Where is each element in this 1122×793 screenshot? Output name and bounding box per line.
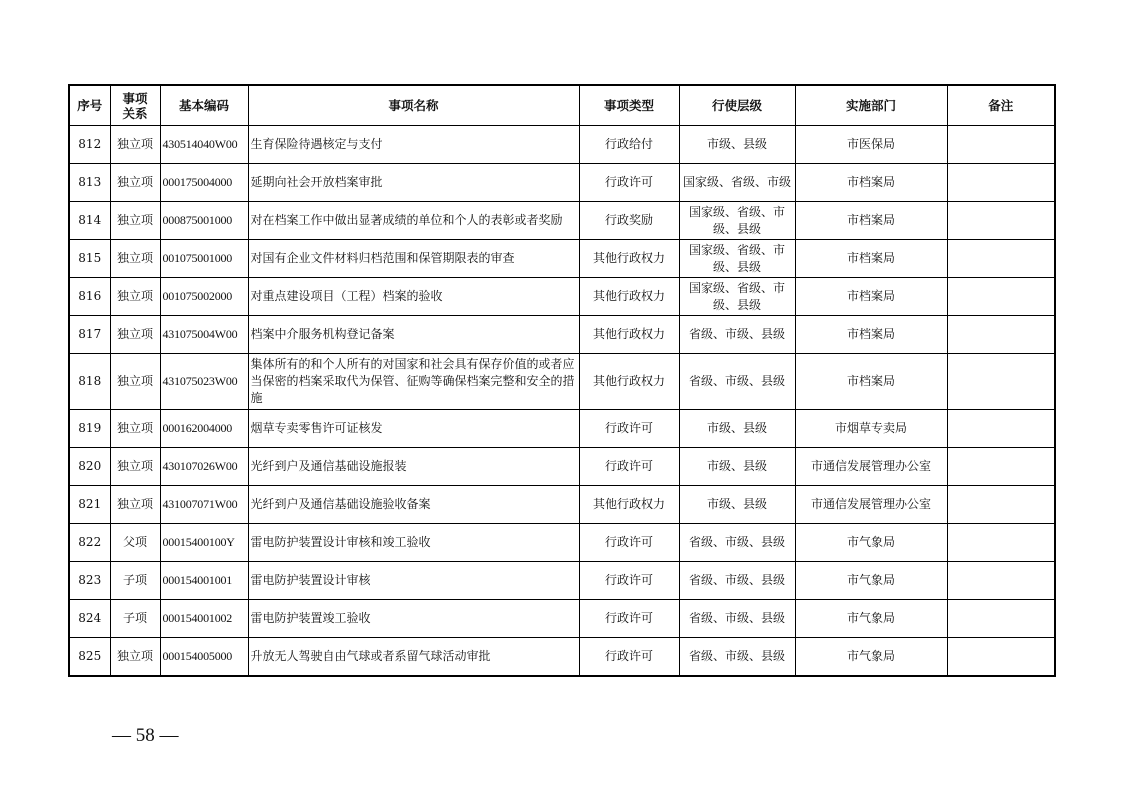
page-number: — 58 — — [112, 725, 179, 746]
cell-relation: 独立项 — [110, 410, 160, 448]
table-row — [69, 486, 1055, 524]
cell-name: 对在档案工作中做出显著成绩的单位和个人的表彰或者奖励 — [248, 202, 579, 240]
cell-remark — [947, 240, 1055, 278]
cell-code: 430107026W00 — [160, 448, 248, 486]
cell-seq: 817 — [69, 316, 110, 354]
cell-type: 其他行政权力 — [579, 278, 679, 316]
header-seq: 序号 — [69, 85, 110, 126]
cell-seq: 819 — [69, 410, 110, 448]
cell-type: 行政许可 — [579, 562, 679, 600]
cell-seq: 825 — [69, 638, 110, 677]
cell-type: 行政奖励 — [579, 202, 679, 240]
cell-seq: 822 — [69, 524, 110, 562]
cell-seq: 824 — [69, 600, 110, 638]
cell-relation: 父项 — [110, 524, 160, 562]
cell-code: 430514040W00 — [160, 126, 248, 164]
table-row — [69, 278, 1055, 316]
cell-type: 其他行政权力 — [579, 354, 679, 410]
cell-type: 其他行政权力 — [579, 486, 679, 524]
cell-relation: 独立项 — [110, 316, 160, 354]
header-relation-label: 事项关系 — [122, 90, 148, 121]
cell-remark — [947, 126, 1055, 164]
cell-relation: 独立项 — [110, 448, 160, 486]
cell-level: 省级、市级、县级 — [679, 638, 795, 677]
cell-remark — [947, 410, 1055, 448]
cell-level: 省级、市级、县级 — [679, 316, 795, 354]
table-header-row — [69, 85, 1055, 126]
cell-type: 行政许可 — [579, 638, 679, 677]
table-row — [69, 240, 1055, 278]
cell-dept: 市档案局 — [795, 164, 947, 202]
header-dept: 实施部门 — [795, 85, 947, 126]
cell-remark — [947, 164, 1055, 202]
table-row — [69, 562, 1055, 600]
cell-seq: 813 — [69, 164, 110, 202]
cell-seq: 815 — [69, 240, 110, 278]
cell-relation: 独立项 — [110, 638, 160, 677]
cell-seq: 812 — [69, 126, 110, 164]
table-row — [69, 316, 1055, 354]
cell-code: 000154001002 — [160, 600, 248, 638]
cell-dept: 市通信发展管理办公室 — [795, 448, 947, 486]
cell-name: 集体所有的和个人所有的对国家和社会具有保存价值的或者应当保密的档案采取代为保管、征购等确保档案完整和安全的措施 — [248, 354, 579, 410]
cell-code: 000875001000 — [160, 202, 248, 240]
cell-remark — [947, 278, 1055, 316]
cell-relation: 独立项 — [110, 164, 160, 202]
cell-relation: 独立项 — [110, 202, 160, 240]
cell-dept: 市烟草专卖局 — [795, 410, 947, 448]
cell-level: 国家级、省级、市级 — [679, 164, 795, 202]
cell-relation: 独立项 — [110, 278, 160, 316]
cell-dept: 市档案局 — [795, 240, 947, 278]
header-type: 事项类型 — [579, 85, 679, 126]
cell-code: 431007071W00 — [160, 486, 248, 524]
cell-name: 雷电防护装置竣工验收 — [248, 600, 579, 638]
table-body — [69, 126, 1055, 677]
cell-remark — [947, 524, 1055, 562]
cell-dept: 市档案局 — [795, 202, 947, 240]
table-row — [69, 448, 1055, 486]
cell-code: 000162004000 — [160, 410, 248, 448]
cell-name: 生育保险待遇核定与支付 — [248, 126, 579, 164]
table-row — [69, 202, 1055, 240]
header-relation — [110, 85, 160, 126]
cell-seq: 816 — [69, 278, 110, 316]
cell-type: 其他行政权力 — [579, 316, 679, 354]
cell-type: 行政给付 — [579, 126, 679, 164]
table-row — [69, 638, 1055, 677]
cell-name: 光纤到户及通信基础设施报装 — [248, 448, 579, 486]
cell-relation: 独立项 — [110, 126, 160, 164]
cell-dept: 市档案局 — [795, 354, 947, 410]
table-row — [69, 354, 1055, 410]
cell-dept: 市通信发展管理办公室 — [795, 486, 947, 524]
cell-seq: 820 — [69, 448, 110, 486]
cell-name: 雷电防护装置设计审核和竣工验收 — [248, 524, 579, 562]
cell-dept: 市档案局 — [795, 316, 947, 354]
cell-code: 000175004000 — [160, 164, 248, 202]
cell-level: 国家级、省级、市级、县级 — [679, 278, 795, 316]
cell-name: 档案中介服务机构登记备案 — [248, 316, 579, 354]
cell-name: 延期向社会开放档案审批 — [248, 164, 579, 202]
cell-code: 00015400100Y — [160, 524, 248, 562]
header-level: 行使层级 — [679, 85, 795, 126]
cell-seq: 818 — [69, 354, 110, 410]
header-code: 基本编码 — [160, 85, 248, 126]
cell-type: 行政许可 — [579, 524, 679, 562]
cell-seq: 821 — [69, 486, 110, 524]
table-row — [69, 126, 1055, 164]
cell-relation: 子项 — [110, 600, 160, 638]
cell-level: 市级、县级 — [679, 486, 795, 524]
cell-dept: 市气象局 — [795, 638, 947, 677]
cell-remark — [947, 638, 1055, 677]
cell-dept: 市档案局 — [795, 278, 947, 316]
cell-relation: 独立项 — [110, 354, 160, 410]
cell-name: 对重点建设项目（工程）档案的验收 — [248, 278, 579, 316]
table-row — [69, 410, 1055, 448]
table-row — [69, 600, 1055, 638]
cell-relation: 独立项 — [110, 486, 160, 524]
cell-dept: 市医保局 — [795, 126, 947, 164]
cell-level: 省级、市级、县级 — [679, 524, 795, 562]
cell-seq: 814 — [69, 202, 110, 240]
cell-name: 升放无人驾驶自由气球或者系留气球活动审批 — [248, 638, 579, 677]
items-table — [68, 84, 1056, 677]
cell-level: 省级、市级、县级 — [679, 354, 795, 410]
cell-code: 000154005000 — [160, 638, 248, 677]
cell-dept: 市气象局 — [795, 600, 947, 638]
cell-code: 001075002000 — [160, 278, 248, 316]
cell-level: 市级、县级 — [679, 410, 795, 448]
cell-type: 其他行政权力 — [579, 240, 679, 278]
cell-name: 烟草专卖零售许可证核发 — [248, 410, 579, 448]
cell-remark — [947, 202, 1055, 240]
cell-remark — [947, 316, 1055, 354]
cell-remark — [947, 562, 1055, 600]
cell-type: 行政许可 — [579, 164, 679, 202]
cell-dept: 市气象局 — [795, 562, 947, 600]
cell-level: 省级、市级、县级 — [679, 562, 795, 600]
cell-code: 001075001000 — [160, 240, 248, 278]
cell-code: 000154001001 — [160, 562, 248, 600]
cell-type: 行政许可 — [579, 600, 679, 638]
cell-remark — [947, 600, 1055, 638]
cell-relation: 子项 — [110, 562, 160, 600]
cell-name: 光纤到户及通信基础设施验收备案 — [248, 486, 579, 524]
cell-name: 对国有企业文件材料归档范围和保管期限表的审查 — [248, 240, 579, 278]
cell-relation: 独立项 — [110, 240, 160, 278]
cell-name: 雷电防护装置设计审核 — [248, 562, 579, 600]
table-row — [69, 164, 1055, 202]
cell-type: 行政许可 — [579, 448, 679, 486]
cell-type: 行政许可 — [579, 410, 679, 448]
table-row — [69, 524, 1055, 562]
cell-remark — [947, 486, 1055, 524]
cell-remark — [947, 448, 1055, 486]
header-remark: 备注 — [947, 85, 1055, 126]
cell-level: 国家级、省级、市级、县级 — [679, 240, 795, 278]
header-name: 事项名称 — [248, 85, 579, 126]
cell-level: 市级、县级 — [679, 448, 795, 486]
cell-seq: 823 — [69, 562, 110, 600]
cell-dept: 市气象局 — [795, 524, 947, 562]
cell-code: 431075004W00 — [160, 316, 248, 354]
cell-code: 431075023W00 — [160, 354, 248, 410]
cell-level: 省级、市级、县级 — [679, 600, 795, 638]
cell-level: 市级、县级 — [679, 126, 795, 164]
cell-remark — [947, 354, 1055, 410]
cell-level: 国家级、省级、市级、县级 — [679, 202, 795, 240]
